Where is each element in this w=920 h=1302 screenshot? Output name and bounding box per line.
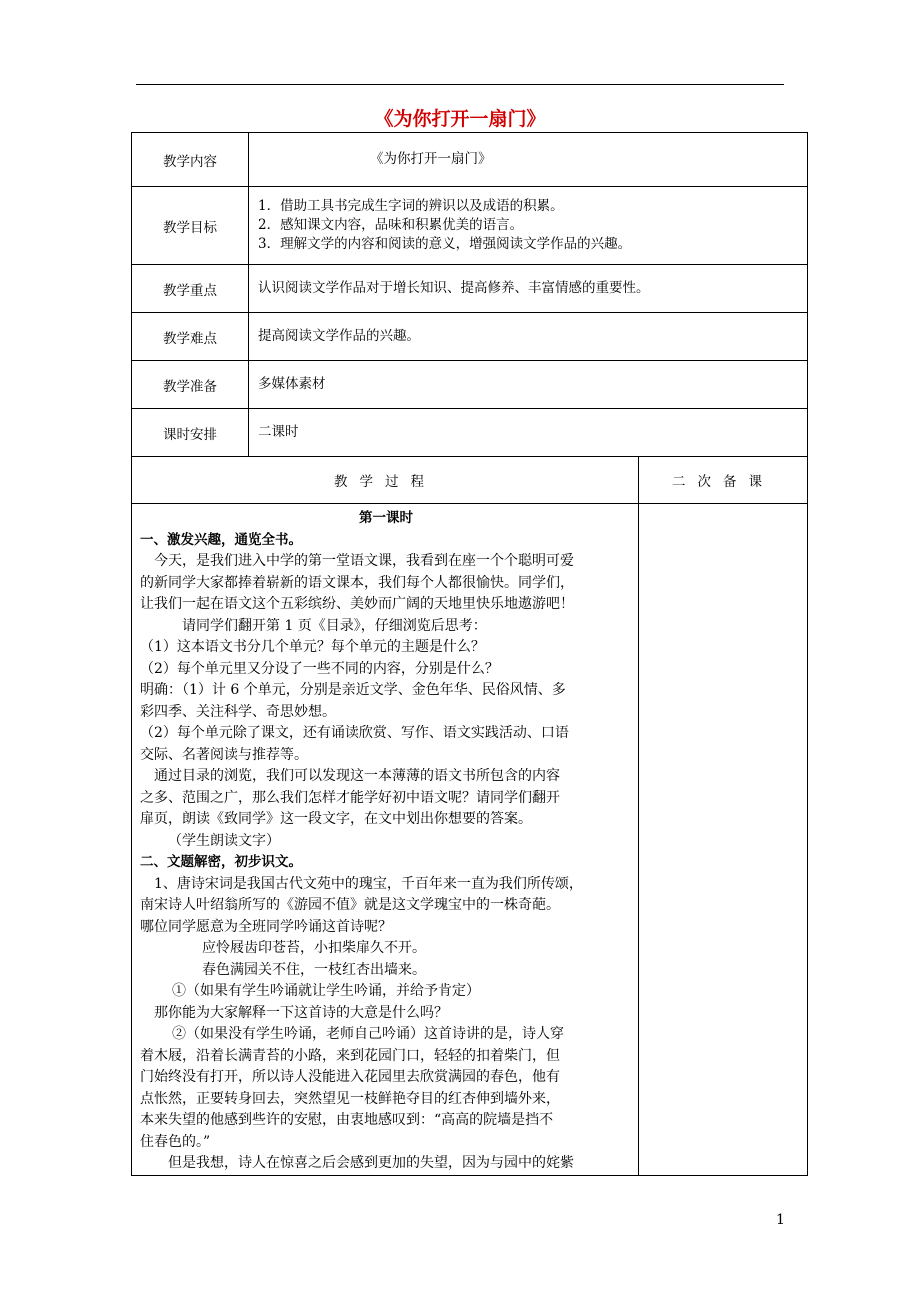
paragraph-line: 哪位同学愿意为全班同学吟诵这首诗呢？ [140,918,392,935]
content-line: 二课时 [258,424,299,440]
row-value [249,187,808,265]
paragraph-line: 让我们一起在语文这个五彩缤纷、美妙而广阔的天地里快乐地遨游吧！ [140,596,574,612]
notes-cell [639,504,808,1176]
paragraph-line: 本来失望的他感到些许的安慰，由衷地感叹到：“高高的院墙是挡不 [140,1112,554,1128]
answer-line: 明确：（1）计 6 个单元，分别是亲近文学、金色年华、民俗风情、多 [140,682,566,698]
lesson-title: 第一课时 [359,510,413,526]
row-preparation [132,361,808,409]
answer-line: 交际、名著阅读与推荐等。 [140,746,308,763]
row-label: 教学内容 [132,133,249,187]
content-line: 2．感知课文内容，品味和积累优美的语言。 [258,217,524,233]
row-label: 教学目标 [132,187,249,265]
notes-header: 二次备课 [639,457,808,504]
paragraph-line: 1、唐诗宋词是我国古代文苑中的瑰宝，千百年来一直为我们所传颂， [154,875,583,892]
row-label: 教学难点 [132,313,249,361]
paragraph-line: （学生朗读文字） [168,832,280,849]
answer-line: （2）每个单元除了课文，还有诵读欣赏、写作、语文实践活动、口语 [140,725,569,741]
paragraph-line: 今天，是我们进入中学的第一堂语文课，我看到在座一个个聪明可爱 [154,553,574,569]
row-key-points [132,265,808,313]
paragraph-line: ①（如果有学生吟诵就让学生吟诵，并给予肯定） [172,983,480,999]
content-line: 1．借助工具书完成生字词的辨识以及成语的积累。 [258,198,564,214]
answer-line: 彩四季、关注科学、奇思妙想。 [140,703,336,720]
row-schedule [132,409,808,457]
paragraph-line: 的新同学大家都捧着崭新的语文课本，我们每个人都很愉快。同学们， [140,574,574,591]
row-difficulties [132,313,808,361]
row-value [249,313,808,361]
content-line: 3．理解文学的内容和阅读的意义，增强阅读文学作品的兴趣。 [258,236,632,252]
row-value [249,409,808,457]
row-value [249,361,808,409]
paragraph-line: 但是我想，诗人在惊喜之后会感到更加的失望，因为与园中的姹紫 [168,1155,574,1171]
poem-line: 春色满园关不住，一枝红杏出墙来。 [202,961,426,978]
paragraph-line: 着木屐，沿着长满青苔的小路，来到花园门口，轻轻的扣着柴门，但 [140,1047,560,1064]
paragraph-line: 住春色的。” [140,1133,211,1150]
paragraph-line: 通过目录的浏览，我们可以发现这一本薄薄的语文书所包含的内容 [154,768,560,784]
paragraph-line: 请同学们翻开第 1 页《目录》，仔细浏览后思考： [182,617,487,634]
row-value [249,265,808,313]
paragraph-line: 点怅然，正要转身回去，突然望见一枝鲜艳夺目的红杏伸到墙外来， [140,1090,560,1107]
content-line: 多媒体素材 [258,376,326,392]
content-line: 提高阅读文学作品的兴趣。 [258,328,420,344]
row-teaching-goals [132,187,808,265]
lesson-plan-table [131,132,808,1176]
paragraph-line: 门始终没有打开，所以诗人没能进入花园里去欣赏满园的春色，他有 [140,1069,560,1085]
document-title: 《为你打开一扇门》 [374,108,546,130]
row-teaching-content [132,133,808,187]
paragraph-line: 扉页，朗读《致同学》这一段文字，在文中划出你想要的答案。 [140,811,532,827]
paragraph-line: 之多、范围之广，那么我们怎样才能学好初中语文呢？请同学们翻开 [140,789,560,806]
header-rule [136,84,784,85]
content-line: 认识阅读文学作品对于增长知识、提高修养、丰富情感的重要性。 [258,280,650,296]
question-line: （2）每个单元里又分设了一些不同的内容，分别是什么？ [140,660,499,677]
paragraph-line: ②（如果没有学生吟诵，老师自己吟诵）这首诗讲的是，诗人穿 [172,1026,564,1042]
row-label: 教学准备 [132,361,249,409]
process-body-row [132,504,808,1176]
paragraph-line: 那你能为大家解释一下这首诗的大意是什么吗？ [154,1004,448,1021]
process-content [132,504,639,1176]
page-number: 1 [776,1212,785,1228]
section-title: 一、激发兴趣，通览全书。 [140,531,302,548]
row-label: 课时安排 [132,409,249,457]
question-line: （1）这本语文书分几个单元？每个单元的主题是什么？ [140,639,485,655]
process-header: 教学过程 [132,457,639,504]
paragraph-line: 南宋诗人叶绍翁所写的《游园不值》就是这文学瑰宝中的一株奇葩。 [140,897,560,913]
process-header-row [132,457,808,504]
row-value [249,133,808,187]
row-label: 教学重点 [132,265,249,313]
content-line: 《为你打开一扇门》 [370,151,492,167]
poem-line: 应怜屐齿印苍苔，小扣柴扉久不开。 [202,940,426,956]
section-title: 二、文题解密，初步识文。 [140,854,302,870]
